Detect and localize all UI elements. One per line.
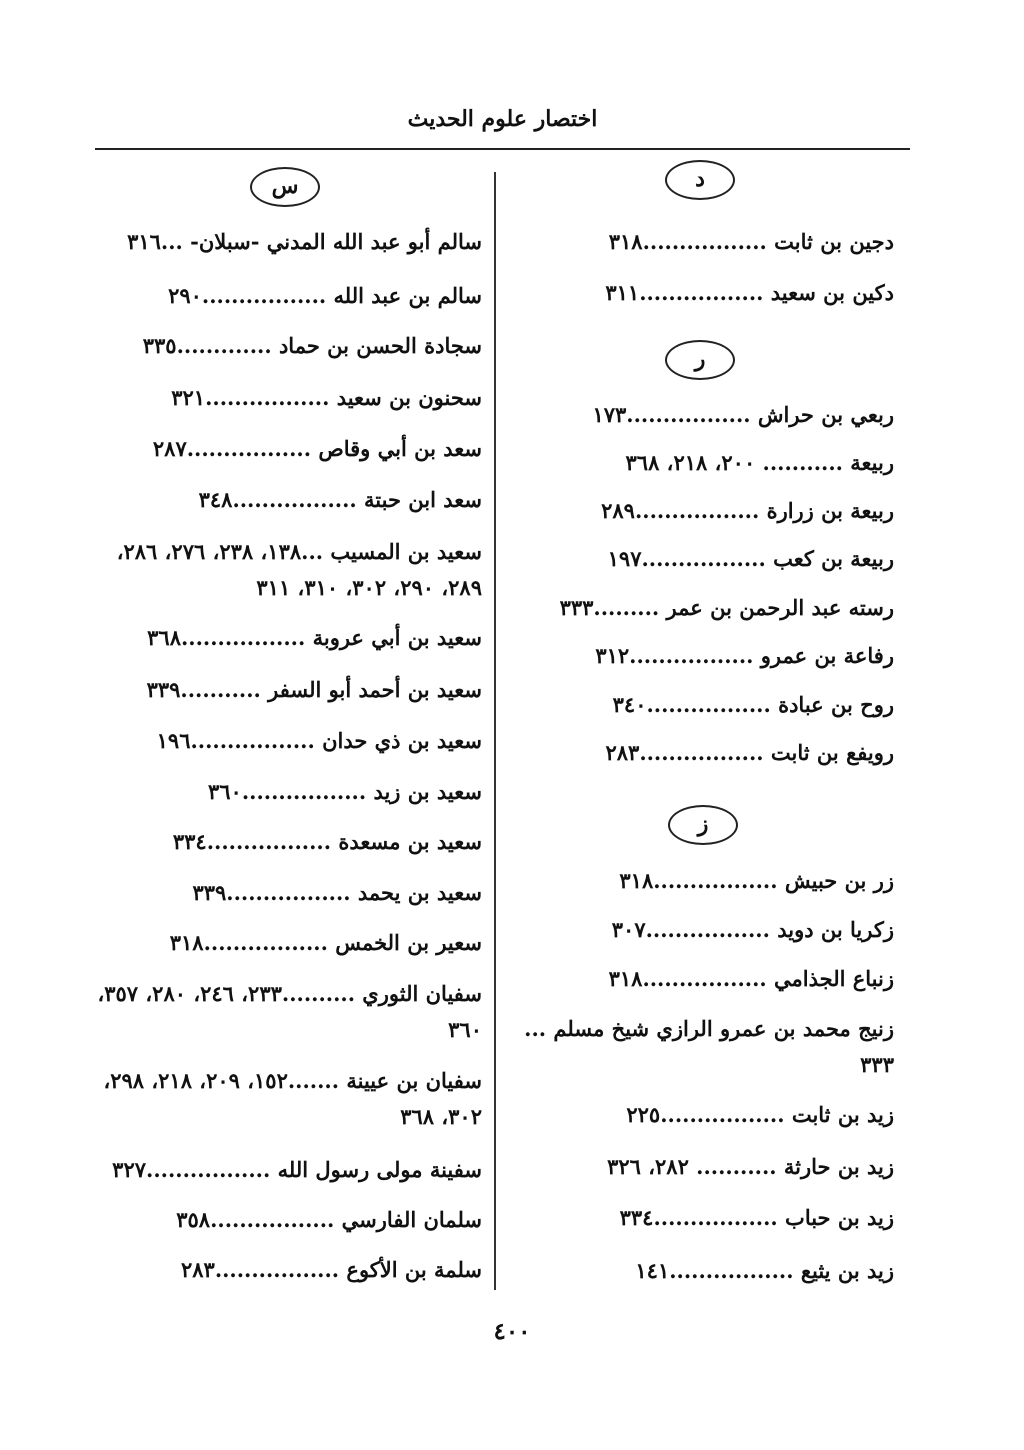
index-entry: زيد بن يثيع .................١٤١: [635, 1258, 894, 1283]
index-entry: روح بن عبادة .................٣٤٠: [612, 692, 894, 717]
index-entry: سلمان الفارسي .................٣٥٨: [176, 1207, 482, 1232]
page-header: [95, 98, 910, 150]
index-entry: ربيعة بن كعب .................١٩٧: [607, 546, 894, 571]
index-entry: رسته عبد الرحمن بن عمر .........٣٣٣: [559, 595, 894, 620]
index-entry: سفينة مولى رسول الله .................٣٢٧: [112, 1157, 482, 1182]
index-entry: سفيان بن عيينة .......١٥٢، ٢٠٩، ٢١٨، ٢٩٨، ٣٠٢، ٣٦٨: [103, 1068, 482, 1129]
index-entry: زنباع الجذامي .................٣١٨: [608, 966, 894, 991]
index-entry: سعد بن أبي وقاص .................٢٨٧: [152, 436, 482, 461]
index-entry: ربيعة ........... ٢٠٠، ٢١٨، ٣٦٨: [625, 450, 894, 475]
letter-badge-zay: ز: [668, 805, 738, 845]
index-entry: سالم أبو عبد الله المدني -سبلان- ...٣١٦: [127, 229, 482, 254]
letter-badge-sin: س: [250, 167, 320, 207]
page-title: اختصار علوم الحديث: [407, 106, 598, 132]
index-entry: ربعي بن حراش .................١٧٣: [592, 402, 894, 427]
index-entry: سعيد بن المسيب ...١٣٨، ٢٣٨، ٢٧٦، ٢٨٦، ٢٨٩، ٢٩٠، ٣٠٢، ٣١٠، ٣١١: [116, 539, 482, 600]
index-entry: زر بن حبيش .................٣١٨: [619, 868, 894, 893]
index-entry: زكريا بن دويد .................٣٠٧: [611, 917, 894, 942]
index-entry: سعيد بن أحمد أبو السفر ...........٣٣٩: [146, 677, 482, 702]
index-entry: ربيعة بن زرارة .................٢٨٩: [601, 498, 894, 523]
letter-badge-ra: ر: [665, 340, 735, 380]
index-entry: رفاعة بن عمرو .................٣١٢: [595, 643, 894, 668]
index-entry: رويفع بن ثابت .................٢٨٣: [605, 740, 894, 765]
index-entry: سحنون بن سعيد .................٣٢١: [171, 385, 482, 410]
index-entry: سعيد بن ذي حدان .................١٩٦: [156, 728, 482, 753]
letter-badge-dal: د: [665, 160, 735, 200]
index-entry: سعد ابن حبتة .................٣٤٨: [198, 487, 482, 512]
index-entry: سفيان الثوري ..........٢٣٣، ٢٤٦، ٢٨٠، ٣٥٧، ٣٦٠: [97, 981, 482, 1042]
index-entry: سلمة بن الأكوع .................٢٨٣: [180, 1257, 482, 1282]
index-entry: سعيد بن يحمد .................٣٣٩: [192, 880, 482, 905]
index-entry: زيد بن حارثة ........... ٢٨٢، ٣٢٦: [607, 1154, 894, 1179]
index-entry: سعير بن الخمس .................٣١٨: [169, 930, 482, 955]
index-entry: سعيد بن أبي عروبة .................٣٦٨: [147, 625, 482, 650]
index-entry: سالم بن عبد الله .................٢٩٠: [168, 283, 482, 308]
index-entry: سعيد بن زيد .................٣٦٠: [208, 779, 482, 804]
index-entry: دكين بن سعيد .................٣١١: [605, 280, 894, 305]
index-entry: سعيد بن مسعدة .................٣٣٤: [172, 829, 482, 854]
index-entry: زنيج محمد بن عمرو الرازي شيخ مسلم ... ٣٣٣: [524, 1016, 894, 1077]
index-entry: دجين بن ثابت .................٣١٨: [608, 229, 894, 254]
index-entry: سجادة الحسن بن حماد .............٣٣٥: [142, 333, 482, 358]
page-number: ٤٠٠: [493, 1318, 531, 1345]
column-divider: [494, 172, 496, 1290]
index-entry: زيد بن حباب .................٣٣٤: [619, 1205, 894, 1230]
index-entry: زيد بن ثابت .................٢٢٥: [626, 1102, 894, 1127]
